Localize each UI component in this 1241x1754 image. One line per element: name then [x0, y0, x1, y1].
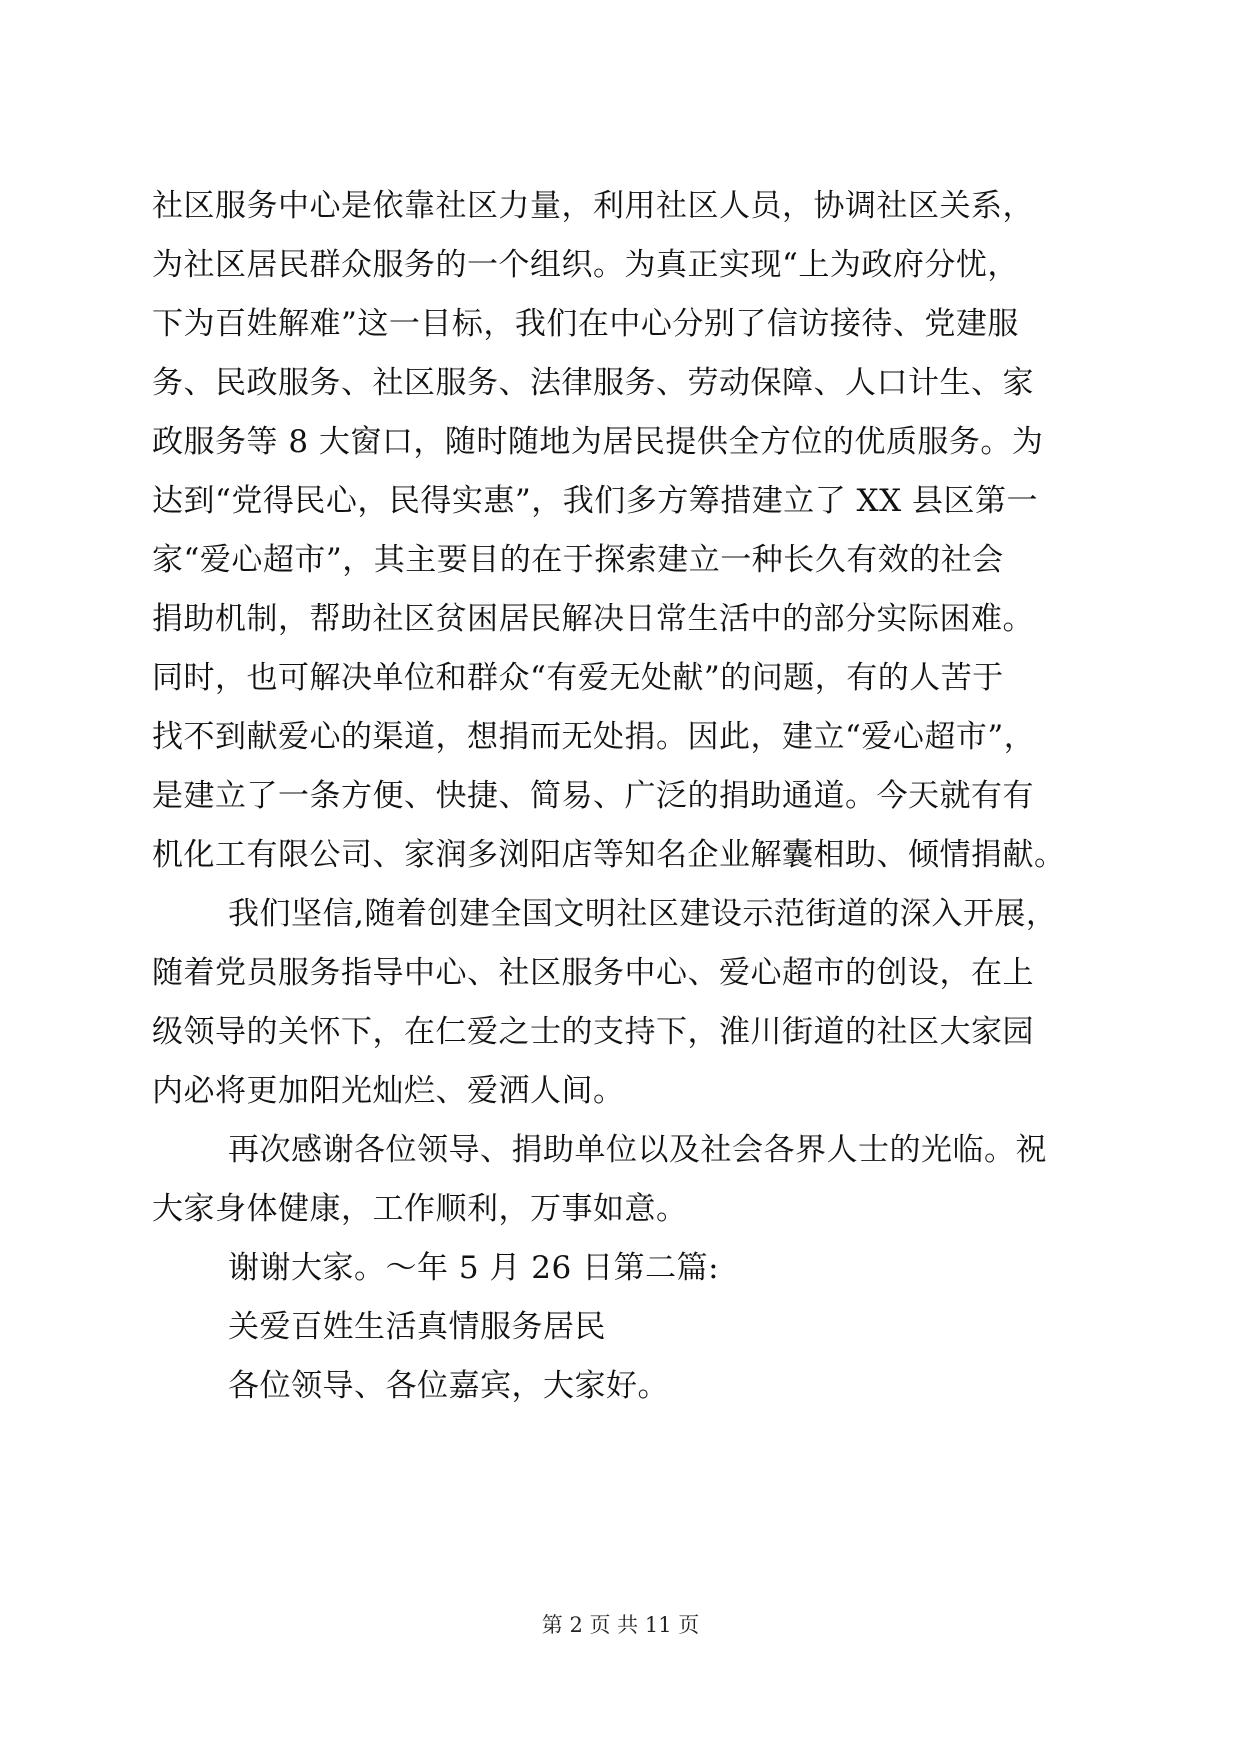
- paragraph-line: 为社区居民群众服务的一个组织。为真正实现“上为政府分忧，: [152, 247, 1019, 283]
- paragraph-line: 大家身体健康，工作顺利，万事如意。: [152, 1191, 688, 1227]
- paragraph-line: 级领导的关怀下，在仁爱之士的支持下，淮川街道的社区大家园: [152, 1014, 1034, 1050]
- paragraph-line: 是建立了一条方便、快捷、简易、广泛的捐助通道。今天就有有: [152, 778, 1034, 814]
- paragraph-line: 社区服务中心是依靠社区力量，利用社区人员，协调社区关系，: [152, 188, 1034, 224]
- paragraph-line: 随着党员服务指导中心、社区服务中心、爱心超市的创设，在上: [152, 955, 1034, 991]
- paragraph-line: 内必将更加阳光灿烂、爱洒人间。: [152, 1073, 625, 1109]
- paragraph-line: 各位领导、各位嘉宾，大家好。: [228, 1368, 669, 1404]
- paragraph-line: 捐助机制，帮助社区贫困居民解决日常生活中的部分实际困难。: [152, 601, 1034, 637]
- paragraph-line: 务、民政服务、社区服务、法律服务、劳动保障、人口计生、家: [152, 365, 1034, 401]
- paragraph-line: 再次感谢各位领导、捐助单位以及社会各界人士的光临。祝: [228, 1132, 1047, 1168]
- paragraph-line: 家“爱心超市”，其主要目的在于探索建立一种长久有效的社会: [152, 542, 1004, 578]
- paragraph-line: 下为百姓解难”这一目标，我们在中心分别了信访接待、党建服: [152, 306, 1019, 342]
- paragraph-line: 政服务等 8 大窗口，随时随地为居民提供全方位的优质服务。为: [152, 424, 1044, 460]
- section-title: 关爱百姓生活真情服务居民: [228, 1309, 606, 1345]
- page-number-footer: 第 2 页 共 11 页: [541, 1613, 700, 1637]
- paragraph-line: 同时，也可解决单位和群众“有爱无处献”的问题，有的人苦于: [152, 660, 1004, 696]
- paragraph-line: 谢谢大家。～年 5 月 26 日第二篇:: [228, 1250, 720, 1286]
- paragraph-line: 机化工有限公司、家润多浏阳店等知名企业解囊相助、倾情捐献。: [152, 837, 1066, 873]
- paragraph-line: 我们坚信,随着创建全国文明社区建设示范街道的深入开展，: [228, 896, 1058, 932]
- paragraph-line: 找不到献爱心的渠道，想捐而无处捐。因此，建立“爱心超市”，: [152, 719, 1036, 755]
- paragraph-line: 达到“党得民心，民得实惠”，我们多方筹措建立了 XX 县区第一: [152, 483, 1039, 519]
